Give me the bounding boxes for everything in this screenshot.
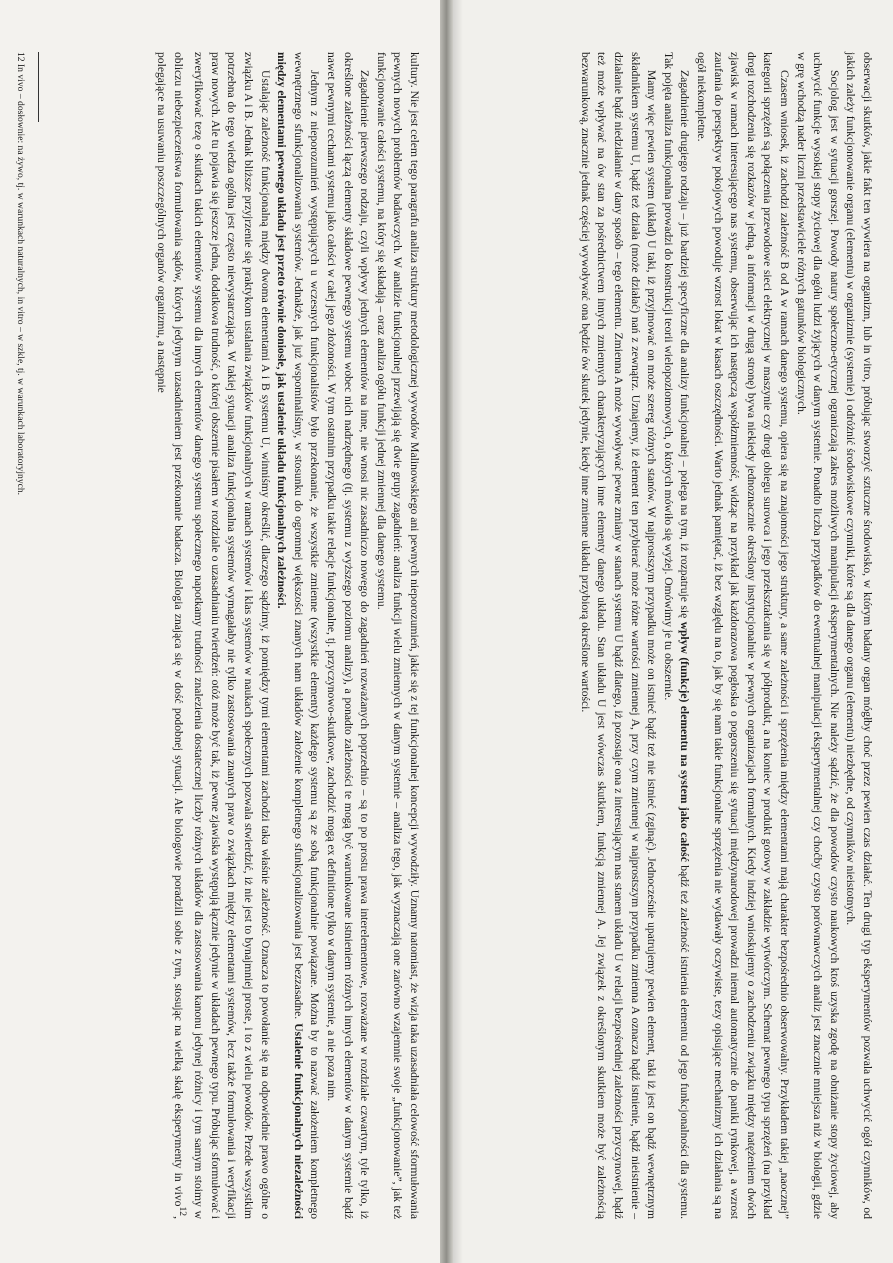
paragraph [153, 52, 273, 1219]
emphasized-text: Ustalenie funkcjonalnych niezależności między elementami pewnego układu jest przeto równie doniosłe, jak ustalenie układu funkcjonalnych zależności. [275, 52, 305, 1220]
paragraph: Mamy więc pewien system (układ) U taki, iż przyjmować on może szereg różnych stanów. W najprostszym przypadku może on istnieć bądź też nie istnieć (zginąć). Jednocześnie upatrujemy pewien element, taki iż jest on bądź wewnętrznym składnikiem systemu U, bądź też działa (może działać) nań z zewnątrz. Uznajemy, iż element ten przybierać może różne wartości zmiennej A, przy czym zmiennej w najprostszym przypadku zmienna A oznacza bądź istnienie, bądź nieistnienie – działanie bądź niedziałanie w dany sposób – tego elementu. Zmienna A może wywoływać pewne zmiany w stanach systemu U bądź dlatego, iż pozostaje ona z interesującym nas stanem układu U w relacji bezpośredniej zależności przyczynowej, bądź też może wpływać na ów stan za pośrednictwem innych zmiennych charakteryzujących inne elementy danego układu. Stan układu U jest wówczas skutkiem, funkcją zmiennej A. Jej związek z określonym skutkiem może być zależnością bezwarunkową, znacznie jednak częściej wywoływać ona będzie ów skutek jedynie, kiedy inne zmienne układu przybiorą określone wartości. [578, 52, 659, 1219]
paragraph [659, 52, 692, 1219]
page-edge-shadow [453, 0, 463, 1263]
right-page [453, 0, 893, 1263]
left-page [0, 0, 440, 1263]
right-page-body [463, 52, 875, 1219]
emphasized-text: wpływ (funkcje) elementu na system jako całość [678, 621, 692, 862]
paragraph: Zagadnienie pierwszego rodzaju, czyli wpływy jednych elementów na inne, nie wnosi nic zasadniczo nowego do zagadnień rozważanych poprzednio – są to po prostu prawa interelementowe, rozważane w rozdziale czwartym, tyle tylko, iż określone zależności łączą elementy składowe pewnego systemu wobec nich nadrzędnego (tj. systemu z wyższego poziomu analizy), a ponadto zależności te mogą być warunkowane istnieniem różnych innych elementów w danym systemie bądź nawet pewnymi cechami systemu jako całości w całej jego złożoności. W tym ostatnim przypadku takie relacje funkcjonalne, tj. przyczynowo-skutkowe, zachodzić mogą ex definitione tylko w danym systemie, a nie poza nim. [325, 52, 372, 1219]
paragraph-text: Zagadnienie drugiego rodzaju – już bardziej specyficzne dla analizy funkcjonalnej – polega na tym, iż rozpatruje się [678, 70, 692, 622]
paragraph-text: Jednym z nieporozumień występujących u wczesnych funkcjonalistów było przekonanie, że wszystkie zmienne (wszystkie elementy) każdego systemu są ze sobą funkcjonalnie powiązane. Można by to nazwać założeniem kompletnego wewnętrznego sfunkcjonalizowania systemów. Jednakże, jak już wspominaliśmy, w stosunku do ogromnej większości znanych nam układów założenie kompletnego sfunkcjonalizowania jest bezzasadne. [291, 52, 322, 1219]
left-page-body [10, 52, 422, 1219]
footnote-marker: 12 [176, 1206, 188, 1217]
paragraph-text: bądź też zależność istnienia elementu od jego funkcjonalności dla systemu. Tak pojęta analiza funkcjonalna prowadzi do konstrukcji teorii wielopoziomowych, o których mówiło się wyżej. Omówimy je tu obszernie. [661, 52, 692, 1219]
paragraph: Czasem wniosek, iż zachodzi zależność B od A w ramach danego systemu, opiera się na znajomości jego struktury, a same zależności i sprzężenia między elementami mają charakter bezpośrednio obserwowalny. Przykładem takiej „naocznej” kategorii sprzężeń są połączenia przewodowe sieci elektrycznej w maszynie czy drogi obiegu surowca i jego przekształcania się w półprodukt, a na koniec w produkt gotowy w zakładzie wytwórczym. Schemat pewnego typu sprzężeń (na przykład drogi rozchodzenia się rozkazów w jedną, a informacji w drugą stronę) bywa niekiedy jednoznacznie określony instytucjonalnie w pewnych organizacjach formalnych. Kiedy indziej wnioskujemy o zachodzeniu związku między natężeniem dwóch zjawisk w ramach interesującego nas systemu, obserwując ich następczą współzmienność, widząc na przykład jak każdorazowa pogłoska o pogorszeniu się sytuacji międzynarodowej prowadzi niemal automatycznie do paniki rynkowej, a wzrost zaufania do perspektyw pokojowych powoduje wzrost lokat w kasach oszczędności. Warto jednak pamiętać, iż bez względu na to, jak by się nam takie funkcjonalne sprzężenia nie wydawały oczywiste, tezy opisujące mechanizmy ich działania są na ogół niekompletne. [695, 52, 792, 1219]
paragraph-text: , polegające na usuwaniu poszczególnych organów organizmu, a następnie [155, 52, 185, 1219]
paragraph: Socjolog jest w sytuacji gorszej. Powody natury społeczno-etycznej ograniczają zakres możliwych manipulacji eksperymentalnych. Nie należy sądzić, że dla powodów czysto naukowych ktoś uzyska zgodę na obniżanie stopy życiowej, aby uchwycić funkcje wysokiej stopy życiowej dla ogółu ludzi żyjących w danym systemie. Ponadto liczba przypadków do ewentualnej manipulacji eksperymentalnej czy choćby czysto porównawczych analiz jest znacznie mniejsza niż w biologii, gdzie w grę wchodzą nader liczni przedstawiciele różnych gatunków biologicznych. [794, 52, 841, 1219]
paragraph [273, 52, 323, 1219]
footnote-divider [38, 52, 39, 122]
paragraph: obserwacji skutków, jakie fakt ten wywiera na organizm, lub in vitro, próbując stworzyć sztuczne środowisko, w którym badany organ mógłby choć przez pewien czas działać. Ten drugi typ eksperymentów pozwala uchwycić ogół czynników, od jakich zależy funkcjonowanie organu (elementu) w organizmie (systemie) i odróżnić środowiskowe czynniki, które są dla danego organu (elementu) niezbędne, od czynników nieistotnych. [844, 52, 874, 1219]
paragraph: kultury. Nie jest celem tego paragrafu analiza struktury metodologicznej wywodów Malinowskiego ani pewnych nieporozumień, jakie się z tej funkcjonalnej koncepcji wywodziły. Uznamy natomiast, że wizja taka uzasadniała celowość sformułowania pewnych nowych problemów badawczych. W analizie funkcjonalnej przewijają się dwie grupy zagadnień: analiza funkcji wielu zmiennych w danym systemie – analiza tego, jak wyznaczają one zarówno wzajemnie swoje „funkcjonowanie”, jak też funkcjonowanie całości systemu, na który się składają – oraz analiza ogółu funkcji jednej zmiennej dla danego systemu. [374, 52, 421, 1219]
footnote: 12 In vivo – dosłownie: na żywo, tj. w warunkach naturalnych, in vitro – w szkle, tj. w warunkach laboratoryjnych. [15, 52, 26, 496]
book-gutter [440, 0, 453, 1263]
paragraph-text: Ustalając zależność funkcjonalną między dwoma elementami A i B systemu U, winniśmy określić, dlaczego sądzimy, iż pomiędzy tymi elementami zachodzi taka właśnie zależność. Oznacza to powołanie się na odpowiednie prawo ogólne o związku A i B. Jednak bliższe przyjrzenie się praktykom ustalania związków funkcjonalnych w ramach systemów i klas systemów w naukach społecznych pozwala stwierdzić, iż nie jest to bynajmniej proste, i to z wielu powodów. Przede wszystkim potrzebna do tego wiedza ogólna jest często niewystarczająca. W takiej sytuacji analiza funkcjonalna systemów wymagałaby nie tylko zastosowania znanych praw o związkach między elementami systemów, lecz także formułowania i weryfikacji praw nowych. Ale tu pojawia się jeszcze jedna, dodatkowa trudność, o której obszernie pisałem w rozdziale o uzasadnianiu twierdzeń: otóż może być tak, iż pewne zjawiska występują łącznie jedynie w układach pewnego typu. Próbując sformułować i zweryfikować tezę o skutkach takich elementów systemu dla innych elementów danego systemu społecznego napotkamy trudności znalezienia dostatecznej liczby różnych układów dla zastosowania kanonu jedynej różnicy i tym samym stoimy w obliczu niebezpieczeństwa formułowania sądów, których jedynym uzasadnieniem jest przekonanie badacza. Biologia znająca się w dość podobnej sytuacji. Ale biologowie poradzili sobie z tym, stosując na wielką skalę eksperymenty in vivo [171, 52, 272, 1219]
